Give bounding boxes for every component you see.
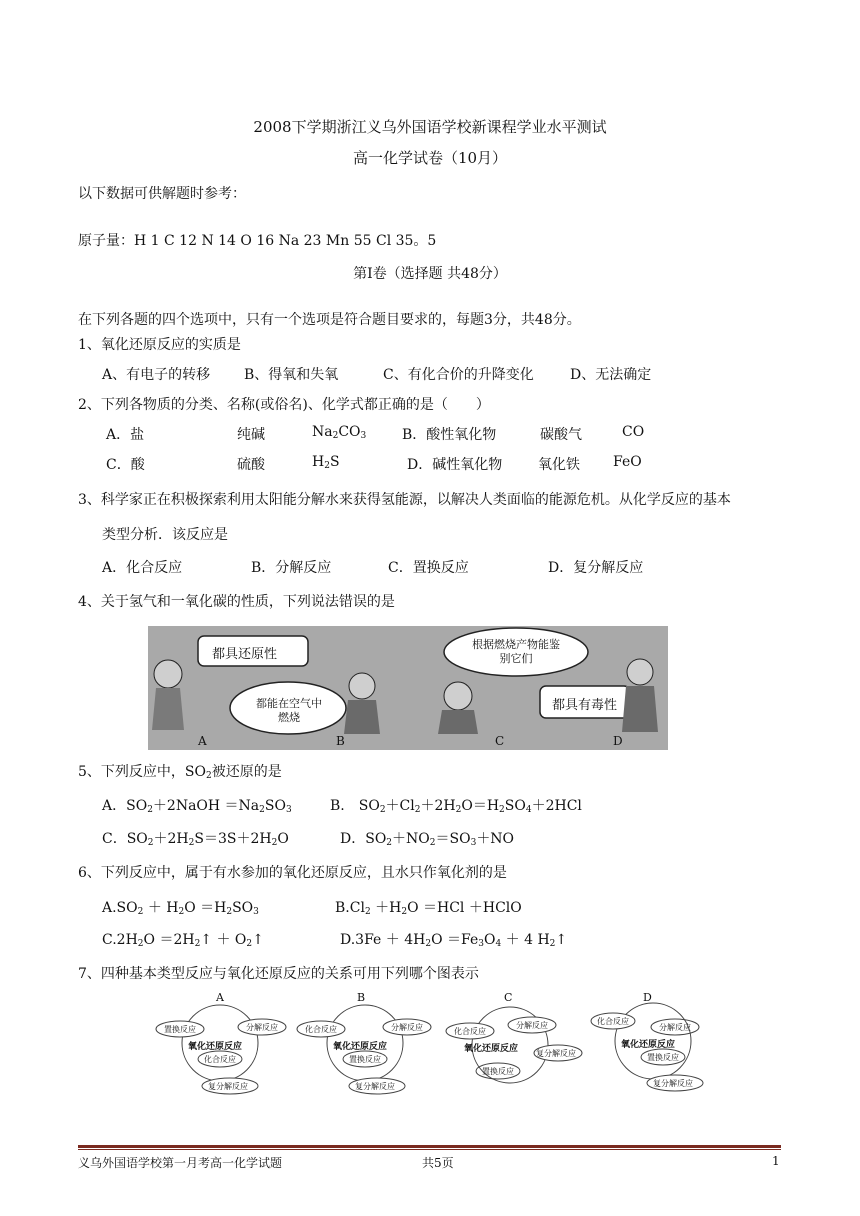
q2-b-name: 碳酸气 bbox=[540, 427, 582, 443]
venn-d-decomposition: 分解反应 bbox=[659, 1023, 691, 1032]
q1-option-a: A、有电子的转移 bbox=[102, 367, 211, 383]
venn-diagram-b bbox=[295, 991, 445, 1095]
figure-b-head bbox=[349, 673, 375, 699]
q2-a-formula: $Na_2CO_3$ bbox=[312, 424, 367, 441]
venn-diagram-c bbox=[440, 991, 590, 1095]
venn-c-decomposition: 分解反应 bbox=[516, 1021, 548, 1030]
q2-b-formula: CO bbox=[622, 424, 645, 440]
section-title: 第Ⅰ卷（选择题 共48分） bbox=[353, 266, 507, 282]
venn-a-double-decomposition: 复分解反应 bbox=[208, 1082, 248, 1091]
q3-stem-line1: 3、科学家正在积极探索利用太阳能分解水来获得氢能源，以解决人类面临的能源危机。从化学反应的基本 bbox=[78, 492, 731, 508]
venn-d-label: D bbox=[643, 991, 652, 1004]
cartoon-label-d: D bbox=[613, 734, 623, 748]
footer-divider bbox=[78, 1145, 781, 1148]
q1-option-c: C、有化合价的升降变化 bbox=[383, 367, 534, 383]
venn-c-replacement: 置换反应 bbox=[482, 1067, 514, 1076]
q5-option-a: A．$SO_2+2NaOH =Na_2SO_3$ bbox=[102, 798, 292, 815]
q3-option-b: B．分解反应 bbox=[251, 560, 332, 576]
venn-b-replacement: 置换反应 bbox=[349, 1055, 381, 1064]
q5-option-d: D．$SO_2+NO_2=SO_3+NO$ bbox=[340, 831, 515, 848]
venn-a-replacement: 置换反应 bbox=[164, 1025, 196, 1034]
atomic-masses: 原子量：H 1 C 12 N 14 O 16 Na 23 Mn 55 Cl 35。5 bbox=[78, 233, 437, 249]
page-title: 2008下学期浙江义乌外国语学校新课程学业水平测试 bbox=[253, 118, 607, 136]
q2-b-category: B．酸性氧化物 bbox=[402, 427, 497, 443]
bubble-a-text: 都具还原性 bbox=[212, 647, 278, 662]
q5-stem: 5、下列反应中，$SO_2$被还原的是 bbox=[78, 764, 282, 781]
bubble-d-text: 都具有毒性 bbox=[552, 698, 618, 713]
q4-stem: 4、关于氢气和一氧化碳的性质，下列说法错误的是 bbox=[78, 594, 395, 610]
figure-c-body bbox=[438, 710, 478, 734]
reference-intro: 以下数据可供解题时参考： bbox=[78, 186, 246, 202]
venn-a-combination: 化合反应 bbox=[204, 1055, 236, 1064]
footer-page-number: 1 bbox=[772, 1154, 780, 1168]
q1-option-d: D、无法确定 bbox=[570, 367, 652, 383]
q1-stem: 1、氧化还原反应的实质是 bbox=[78, 337, 241, 353]
venn-b-center: 氧化还原反应 bbox=[333, 1042, 388, 1052]
venn-a-center: 氧化还原反应 bbox=[188, 1042, 243, 1052]
q3-stem-line2: 类型分析．该反应是 bbox=[102, 527, 228, 543]
figure-c-head bbox=[444, 682, 472, 710]
bubble-c-text: 根据燃烧产物能鉴别它们 bbox=[472, 638, 560, 665]
q6-option-a: $A.SO_2 + H_2O =H_2SO_3$ bbox=[102, 900, 259, 917]
figure-a-body bbox=[152, 688, 184, 730]
footer-left-text: 义乌外国语学校第一月考高一化学试题 bbox=[78, 1156, 283, 1170]
venn-b-double-decomposition: 复分解反应 bbox=[355, 1082, 395, 1091]
venn-c-center: 氧化还原反应 bbox=[464, 1044, 519, 1054]
q5-option-b: B. $SO_2+Cl_2+2H_2O=H_2SO_4+2HCl$ bbox=[330, 798, 582, 815]
venn-b-label: B bbox=[357, 991, 366, 1004]
q2-c-name: 硫酸 bbox=[237, 457, 265, 473]
venn-c-combination: 化合反应 bbox=[454, 1027, 486, 1036]
q5-option-c: C．$SO_2+2H_2S=3S+2H_2O$ bbox=[102, 831, 289, 848]
figure-a-head bbox=[154, 660, 182, 688]
venn-d-combination: 化合反应 bbox=[597, 1017, 629, 1026]
q6-option-d: $D.3Fe + 4H_2O =Fe_3O_4 + 4$ $H_2↑$ bbox=[340, 932, 568, 949]
q3-option-a: A．化合反应 bbox=[102, 560, 183, 576]
q2-a-name: 纯碱 bbox=[237, 427, 265, 443]
cartoon-label-a: A bbox=[198, 734, 207, 748]
venn-d-center: 氧化还原反应 bbox=[621, 1040, 676, 1050]
q6-stem: 6、下列反应中，属于有水参加的氧化还原反应，且水只作氧化剂的是 bbox=[78, 865, 507, 881]
venn-b-combination: 化合反应 bbox=[305, 1025, 337, 1034]
cartoon-label-c: C bbox=[495, 734, 505, 748]
venn-diagram-d bbox=[585, 991, 735, 1095]
venn-diagram-a bbox=[150, 991, 300, 1095]
q2-a-category: A．盐 bbox=[106, 427, 145, 443]
page-subtitle: 高一化学试卷（10月） bbox=[352, 149, 508, 167]
q2-c-formula: $H_2S$ bbox=[312, 454, 340, 471]
q2-d-name: 氧化铁 bbox=[538, 457, 580, 473]
q6-option-c: $C.2H_2O$ $=2H_2↑$ ＋ $O_2↑$ bbox=[102, 932, 264, 949]
figure-d-body bbox=[622, 686, 658, 732]
q2-c-category: C．酸 bbox=[106, 457, 145, 473]
venn-d-double-decomposition: 复分解反应 bbox=[653, 1079, 693, 1088]
footer-divider-thin bbox=[78, 1149, 781, 1150]
q7-stem: 7、四种基本类型反应与氧化还原反应的关系可用下列哪个图表示 bbox=[78, 966, 479, 982]
figure-d-head bbox=[627, 659, 653, 685]
q2-stem: 2、下列各物质的分类、名称(或俗名)、化学式都正确的是（ ） bbox=[78, 397, 490, 413]
q3-option-c: C．置换反应 bbox=[388, 560, 469, 576]
venn-d-replacement: 置换反应 bbox=[647, 1053, 679, 1062]
venn-b-decomposition: 分解反应 bbox=[391, 1023, 423, 1032]
q3-option-d: D．复分解反应 bbox=[548, 560, 644, 576]
q2-d-formula: FeO bbox=[613, 454, 642, 470]
venn-c-double-decomposition: 复分解反应 bbox=[536, 1049, 576, 1058]
figure-b-body bbox=[344, 700, 380, 734]
section-instructions: 在下列各题的四个选项中，只有一个选项是符合题目要求的，每题3分，共48分。 bbox=[78, 312, 581, 328]
q2-d-category: D．碱性氧化物 bbox=[407, 457, 503, 473]
cartoon-label-b: B bbox=[336, 734, 345, 748]
venn-a-label: A bbox=[216, 991, 224, 1004]
q1-option-b: B、得氧和失氧 bbox=[244, 367, 339, 383]
venn-a-decomposition: 分解反应 bbox=[246, 1023, 278, 1032]
bubble-b-text: 都能在空气中燃烧 bbox=[256, 697, 322, 724]
q6-option-b: $B.Cl_2 +H_2O =HCl$ ＋HClO bbox=[335, 900, 522, 917]
venn-c-label: C bbox=[504, 991, 513, 1004]
footer-page-count: 共5页 bbox=[422, 1156, 454, 1170]
q4-cartoon-image bbox=[148, 626, 668, 750]
